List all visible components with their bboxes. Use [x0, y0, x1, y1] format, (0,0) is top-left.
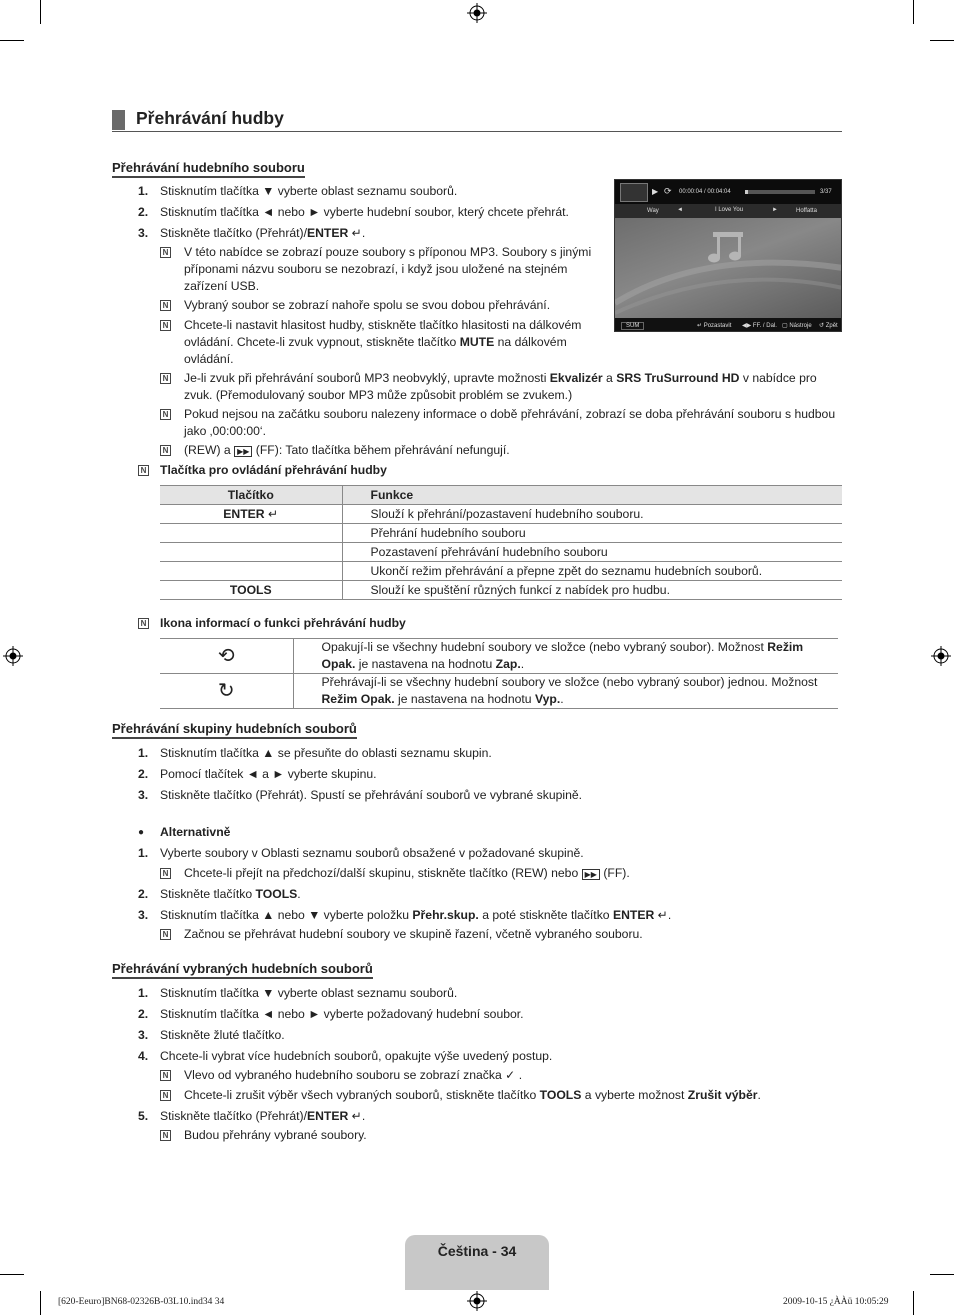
step-number: 1. [138, 986, 149, 1000]
step-text: Stiskněte tlačítko (Přehrát)/ENTER ↵. [160, 1109, 366, 1123]
note-text: Budou přehrány vybrané soubory. [184, 1128, 367, 1142]
crop-mark [40, 1291, 41, 1315]
step-number: 2. [138, 887, 149, 901]
note-text: V této nabídce se zobrazí pouze soubory s příponou MP3. Soubory s jinými příponami názvu souboru se nezobrazí, i když jsou uložené na stejném zařízení USB. [184, 245, 592, 293]
step-number: 3. [138, 1028, 149, 1042]
table-cell-value: Pozastavení přehrávání hudebního souboru [342, 543, 842, 562]
table-cell-key [160, 543, 342, 562]
note-icon: N [160, 409, 171, 420]
progress-bar [745, 190, 815, 194]
note-icon: N [160, 1070, 171, 1081]
track-current: I Love You [715, 207, 744, 213]
player-time: 00:00:04 / 00:04:04 [679, 189, 731, 195]
enter-icon: ↵ [654, 908, 668, 922]
icon-info-table [160, 638, 838, 709]
music-player-screenshot [614, 179, 842, 332]
sum-label: SUM [621, 322, 644, 330]
table-cell-value: Opakují-li se všechny hudební soubory ve složce (nebo vybraný soubor). Možnost Režim Opak. je nastavena na hodnotu Zap.. [293, 639, 838, 674]
note-text: Začnou se přehrávat hudební soubory ve skupině řazení, včetně vybraného souboru. [184, 927, 643, 941]
note-text: Vlevo od vybraného hudebního souboru se zobrazí značka ✓ . [184, 1068, 523, 1082]
track-prev: Way [647, 208, 659, 214]
table-cell-value: Ukončí režim přehrávání a přepne zpět do seznamu hudebních souborů. [342, 562, 842, 581]
step-number: 5. [138, 1109, 149, 1123]
print-slug-left: [620-Eeuro]BN68-02326B-03L10.ind34 34 [58, 1297, 225, 1307]
table-cell-key: ENTER ↵ [160, 505, 342, 524]
player-top-bar [615, 180, 842, 204]
section-heading-play-file: Přehrávání hudebního souboru [112, 160, 305, 178]
step-text: Stisknutím tlačítka ▼ vyberte oblast seznamu souborů. [160, 986, 458, 1000]
table-caption: Tlačítka pro ovládání přehrávání hudby [160, 463, 387, 477]
crop-mark [913, 0, 914, 24]
table-row [160, 674, 838, 709]
note-icon: N [160, 1130, 171, 1141]
step-text: Chcete-li vybrat více hudebních souborů, opakujte výše uvedený postup. [160, 1049, 553, 1063]
progress-fill [745, 190, 748, 194]
note-icon: N [160, 320, 171, 331]
note-icon: N [160, 1090, 171, 1101]
track-next: Hoffatta [796, 208, 817, 214]
note-text: Chcete-li zrušit výběr všech vybraných souborů, stiskněte tlačítko TOOLS a vyberte možnost Zrušit výběr. [184, 1088, 761, 1102]
note-text: Chcete-li nastavit hlasitost hudby, stiskněte tlačítko hlasitosti na dálkovém ovládání. Chcete-li zvuk vypnout, stiskněte tlačítko MUTE na dálkovém ovládání. [184, 318, 582, 366]
section-heading-play-selected: Přehrávání vybraných hudebních souborů [112, 961, 373, 979]
pause-hint: ↵ Pozastavit [697, 323, 732, 329]
section-heading-play-group: Přehrávání skupiny hudebních souborů [112, 721, 357, 739]
column-header: Funkce [342, 486, 842, 505]
player-background [615, 218, 842, 318]
registration-mark-icon [931, 646, 951, 666]
table-cell-value: Slouží ke spuštění různých funkcí z nabídek pro hudbu. [342, 581, 842, 600]
step-text: Vyberte soubory v Oblasti seznamu souborů obsažené v požadované skupině. [160, 846, 584, 860]
control-buttons-table [160, 485, 842, 600]
music-note-icon [615, 218, 842, 318]
note-icon: N [160, 300, 171, 311]
registration-mark-icon [467, 1291, 487, 1311]
note-text: Chcete-li přejít na předchozí/další skupinu, stiskněte tlačítko (REW) nebo ▶▶ (FF). [184, 866, 630, 880]
table-cell-value: Slouží k přehrání/pozastavení hudebního souboru. [342, 505, 842, 524]
repeat-all-icon: ⟲ [160, 639, 293, 674]
step-number: 2. [138, 205, 149, 219]
checkmark-icon: ✓ [505, 1068, 516, 1082]
step-number: 3. [138, 788, 149, 802]
step-number: 2. [138, 767, 149, 781]
track-count: 3/37 [820, 189, 832, 195]
note-icon: N [160, 247, 171, 258]
play-icon: ▶ [652, 187, 659, 196]
ff-icon: ▶▶ [234, 446, 252, 457]
step-text: Stisknutím tlačítka ◄ nebo ► vyberte požadovaný hudební soubor. [160, 1007, 524, 1021]
table-cell-key: TOOLS [160, 581, 342, 600]
crop-mark [913, 1291, 914, 1315]
enter-icon: ↵ [348, 226, 362, 240]
table-cell-value: Přehrání hudebního souboru [342, 524, 842, 543]
note-icon: N [160, 868, 171, 879]
repeat-icon: ⟳ [664, 186, 672, 196]
enter-icon: ↵ [264, 507, 279, 521]
note-icon: N [160, 445, 171, 456]
table-cell-key [160, 524, 342, 543]
alternative-label: Alternativně [160, 825, 231, 839]
ff-icon: ▶▶ [582, 869, 600, 880]
step-text: Stiskněte žluté tlačítko. [160, 1028, 285, 1042]
left-arrow-icon: ◄ [677, 207, 683, 213]
step-number: 3. [138, 226, 149, 240]
column-header: Tlačítko [160, 486, 342, 505]
step-text: Stiskněte tlačítko (Přehrát)/ENTER ↵. [160, 226, 366, 240]
page-number: Čeština - 34 [437, 1243, 517, 1259]
table-row [160, 505, 842, 524]
table-row [160, 639, 838, 674]
crop-mark [0, 40, 24, 41]
album-thumbnail [620, 183, 648, 202]
ff-hint: ◀▶ FF. / Dal. [742, 323, 777, 329]
page-title-bar [112, 108, 842, 132]
step-text: Stiskněte tlačítko (Přehrát). Spustí se přehrávání souborů ve vybrané skupině. [160, 788, 583, 802]
table-cell-value: Přehrávají-li se všechny hudební soubory ve složce (nebo vybraný soubor) jednou. Možnost Režim Opak. je nastavena na hodnotu Vyp.. [293, 674, 838, 709]
step-number: 4. [138, 1049, 149, 1063]
page-number-tab [405, 1235, 549, 1290]
table-row [160, 562, 842, 581]
registration-mark-icon [3, 646, 23, 666]
table-cell-key [160, 562, 342, 581]
step-text: Stisknutím tlačítka ▲ nebo ▼ vyberte položku Přehr.skup. a poté stiskněte tlačítko ENTER ↵. [160, 908, 672, 922]
step-number: 1. [138, 746, 149, 760]
player-bottom-bar [615, 318, 842, 332]
bullet-icon: ● [138, 827, 145, 838]
right-arrow-icon: ► [772, 207, 778, 213]
note-text: (REW) a ▶▶ (FF): Tato tlačítka během přehrávání nefungují. [184, 443, 510, 457]
enter-icon: ↵ [348, 1109, 362, 1123]
step-number: 3. [138, 908, 149, 922]
step-number: 2. [138, 1007, 149, 1021]
crop-mark [930, 1274, 954, 1275]
step-text: Stisknutím tlačítka ▼ vyberte oblast seznamu souborů. [160, 184, 458, 198]
print-slug-right: 2009-10-15 ¿ÀÀü 10:05:29 [783, 1297, 889, 1307]
step-text: Stiskněte tlačítko TOOLS. [160, 887, 301, 901]
crop-mark [0, 1274, 24, 1275]
crop-mark [930, 40, 954, 41]
step-text: Stisknutím tlačítka ◄ nebo ► vyberte hudební soubor, který chcete přehrát. [160, 205, 569, 219]
step-number: 1. [138, 846, 149, 860]
table-row [160, 524, 842, 543]
table-row [160, 581, 842, 600]
note-icon: N [160, 373, 171, 384]
note-icon: N [138, 618, 149, 629]
back-hint: ↺ Zpět [819, 323, 838, 329]
step-number: 1. [138, 184, 149, 198]
title-block-marker [112, 110, 125, 130]
table-caption: Ikona informací o funkci přehrávání hudby [160, 616, 406, 630]
note-text: Je-li zvuk při přehrávání souborů MP3 neobvyklý, upravte možnosti Ekvalizér a SRS TruSurround HD v nabídce pro zvuk. (Přemodulovaný soubor MP3 může způsobit problém se zvukem.) [184, 371, 817, 402]
track-list-bar [615, 204, 842, 218]
note-text: Pokud nejsou na začátku souboru nalezeny informace o době přehrávání, zobrazí se doba přehrávání souboru s hudbou jako ‚00:00:00‘. [184, 407, 836, 438]
repeat-once-icon: ↻ [160, 674, 293, 709]
note-icon: N [138, 465, 149, 476]
crop-mark [40, 0, 41, 24]
step-text: Stisknutím tlačítka ▲ se přesuňte do oblasti seznamu skupin. [160, 746, 492, 760]
note-text: Vybraný soubor se zobrazí nahoře spolu se svou dobou přehrávání. [184, 298, 551, 312]
tools-hint: ▢ Nástroje [782, 323, 812, 329]
registration-mark-icon [467, 3, 487, 23]
table-row [160, 543, 842, 562]
page-title: Přehrávání hudby [136, 108, 284, 128]
note-icon: N [160, 929, 171, 940]
step-text: Pomocí tlačítek ◄ a ► vyberte skupinu. [160, 767, 377, 781]
